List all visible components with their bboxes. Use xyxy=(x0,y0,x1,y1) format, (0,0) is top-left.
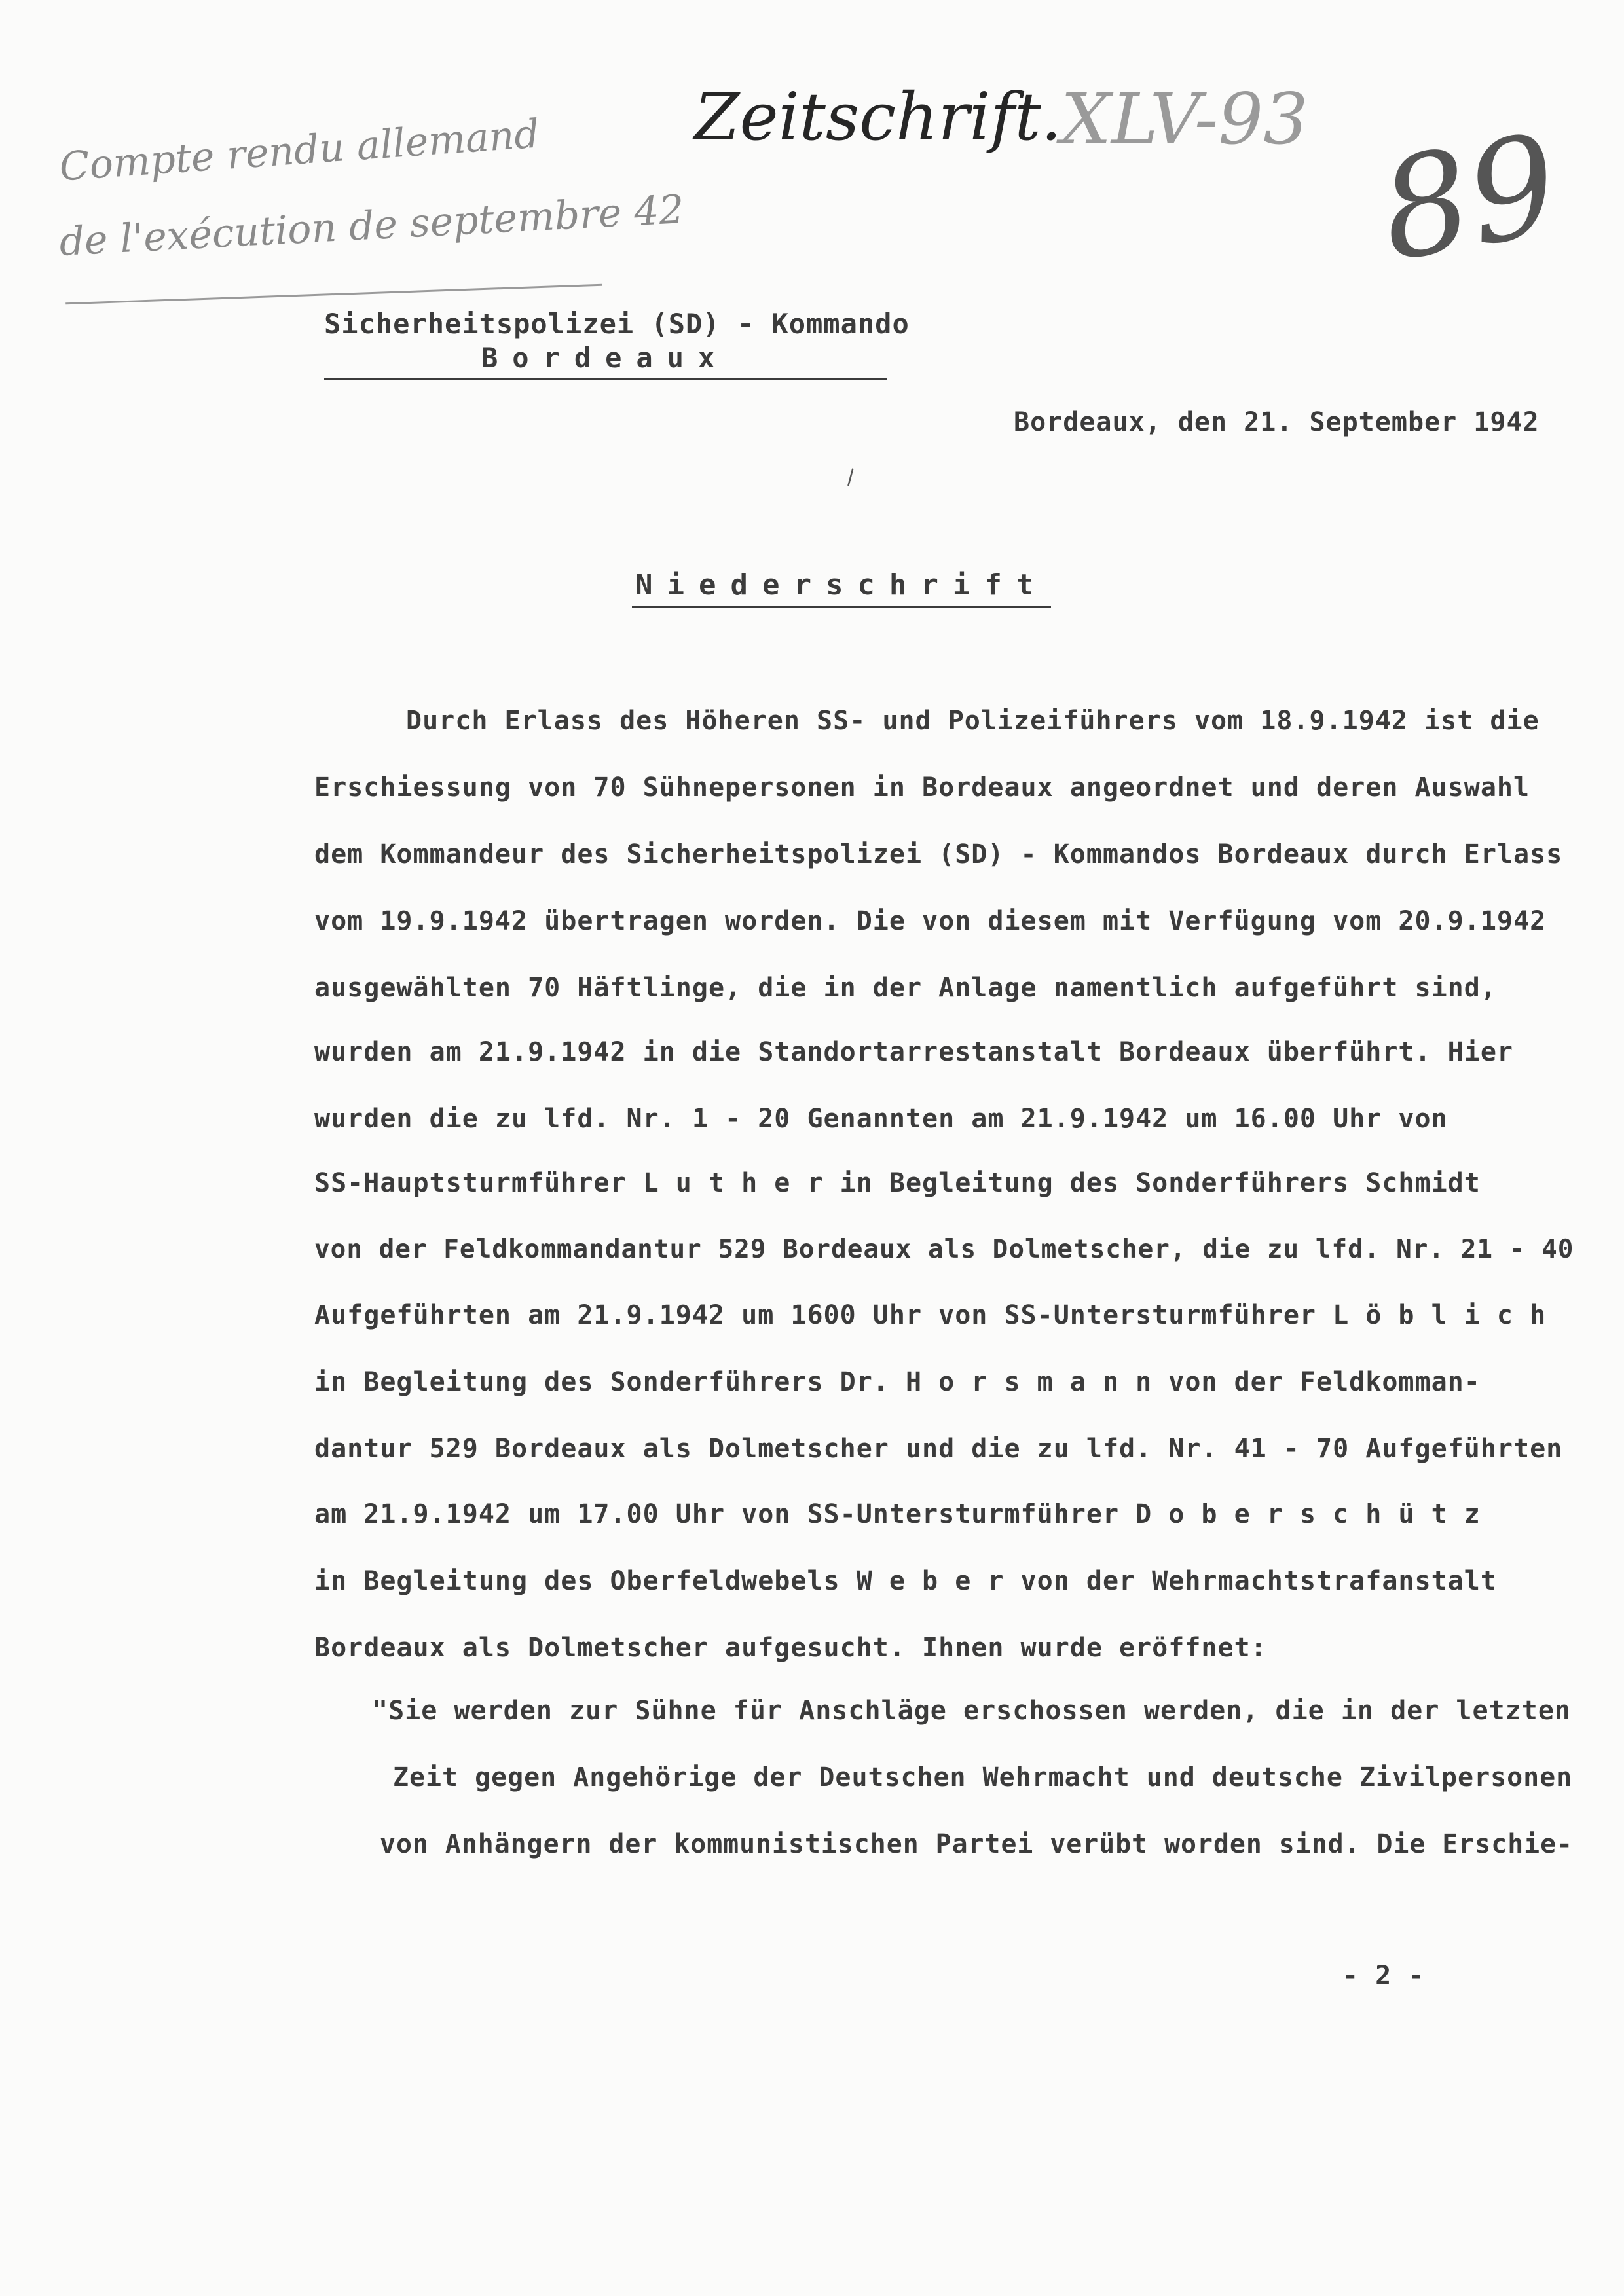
letterhead-line2: Bordeaux xyxy=(481,342,729,374)
quote-line: von Anhängern der kommunistischen Partei verübt worden sind. Die Erschie- xyxy=(380,1829,1574,1859)
quote-line: Zeit gegen Angehörige der Deutschen Wehrmacht und deutsche Zivilpersonen xyxy=(393,1762,1573,1793)
body-line: wurden am 21.9.1942 in die Standortarrestanstalt Bordeaux überführt. Hier xyxy=(314,1037,1513,1067)
letterhead-underline xyxy=(324,378,887,380)
body-line: SS-Hauptsturmführer L u t h e r in Begleitung des Sonderführers Schmidt xyxy=(314,1168,1481,1198)
letterhead-line1: Sicherheitspolizei (SD) - Kommando xyxy=(324,308,910,340)
date-line: Bordeaux, den 21. September 1942 xyxy=(1014,407,1540,437)
body-line: in Begleitung des Oberfeldwebels W e b e r von der Wehrmachtstrafanstalt xyxy=(314,1566,1497,1596)
body-line: wurden die zu lfd. Nr. 1 - 20 Genannten am 21.9.1942 um 16.00 Uhr von xyxy=(314,1104,1448,1134)
pencil-note-underline xyxy=(65,284,602,305)
body-line: vom 19.9.1942 übertragen worden. Die von diesem mit Verfügung vom 20.9.1942 xyxy=(314,906,1547,936)
body-line: Bordeaux als Dolmetscher aufgesucht. Ihnen wurde eröffnet: xyxy=(314,1633,1267,1663)
body-line: Aufgeführten am 21.9.1942 um 1600 Uhr von SS-Untersturmführer L ö b l i c h xyxy=(314,1300,1547,1330)
body-line: ausgewählten 70 Häftlinge, die in der Anlage namentlich aufgeführt sind, xyxy=(314,973,1497,1003)
body-line: in Begleitung des Sonderführers Dr. H o r s m a n n von der Feldkomman- xyxy=(314,1367,1481,1397)
stray-mark: \ xyxy=(838,465,863,490)
document-title: Niederschrift xyxy=(635,568,1048,602)
pencil-note-line2: de l'exécution de septembre 42 xyxy=(58,187,686,265)
title-underline xyxy=(632,606,1051,608)
body-line: dantur 529 Bordeaux als Dolmetscher und die zu lfd. Nr. 41 - 70 Aufgeführten xyxy=(314,1434,1563,1464)
ink-archive-mark: Zeitschrift. xyxy=(694,79,1062,155)
quote-line: "Sie werden zur Sühne für Anschläge erschossen werden, die in der letzten xyxy=(372,1696,1571,1726)
pencil-note-line1: Compte rendu allemand xyxy=(58,111,541,191)
pencil-archive-number: XLV-93 xyxy=(1061,79,1308,160)
body-line: Erschiessung von 70 Sühnepersonen in Bordeaux angeordnet und deren Auswahl xyxy=(314,773,1530,803)
body-line: am 21.9.1942 um 17.00 Uhr von SS-Untersturmführer D o b e r s c h ü t z xyxy=(314,1499,1481,1529)
body-line: dem Kommandeur des Sicherheitspolizei (SD) - Kommandos Bordeaux durch Erlass xyxy=(314,839,1563,869)
page-footer: - 2 - xyxy=(1342,1961,1425,1991)
body-line: Durch Erlass des Höheren SS- und Polizeiführers vom 18.9.1942 ist die xyxy=(406,706,1540,736)
pencil-page-number: 89 xyxy=(1369,103,1570,293)
body-line: von der Feldkommandantur 529 Bordeaux als Dolmetscher, die zu lfd. Nr. 21 - 40 xyxy=(314,1235,1574,1264)
